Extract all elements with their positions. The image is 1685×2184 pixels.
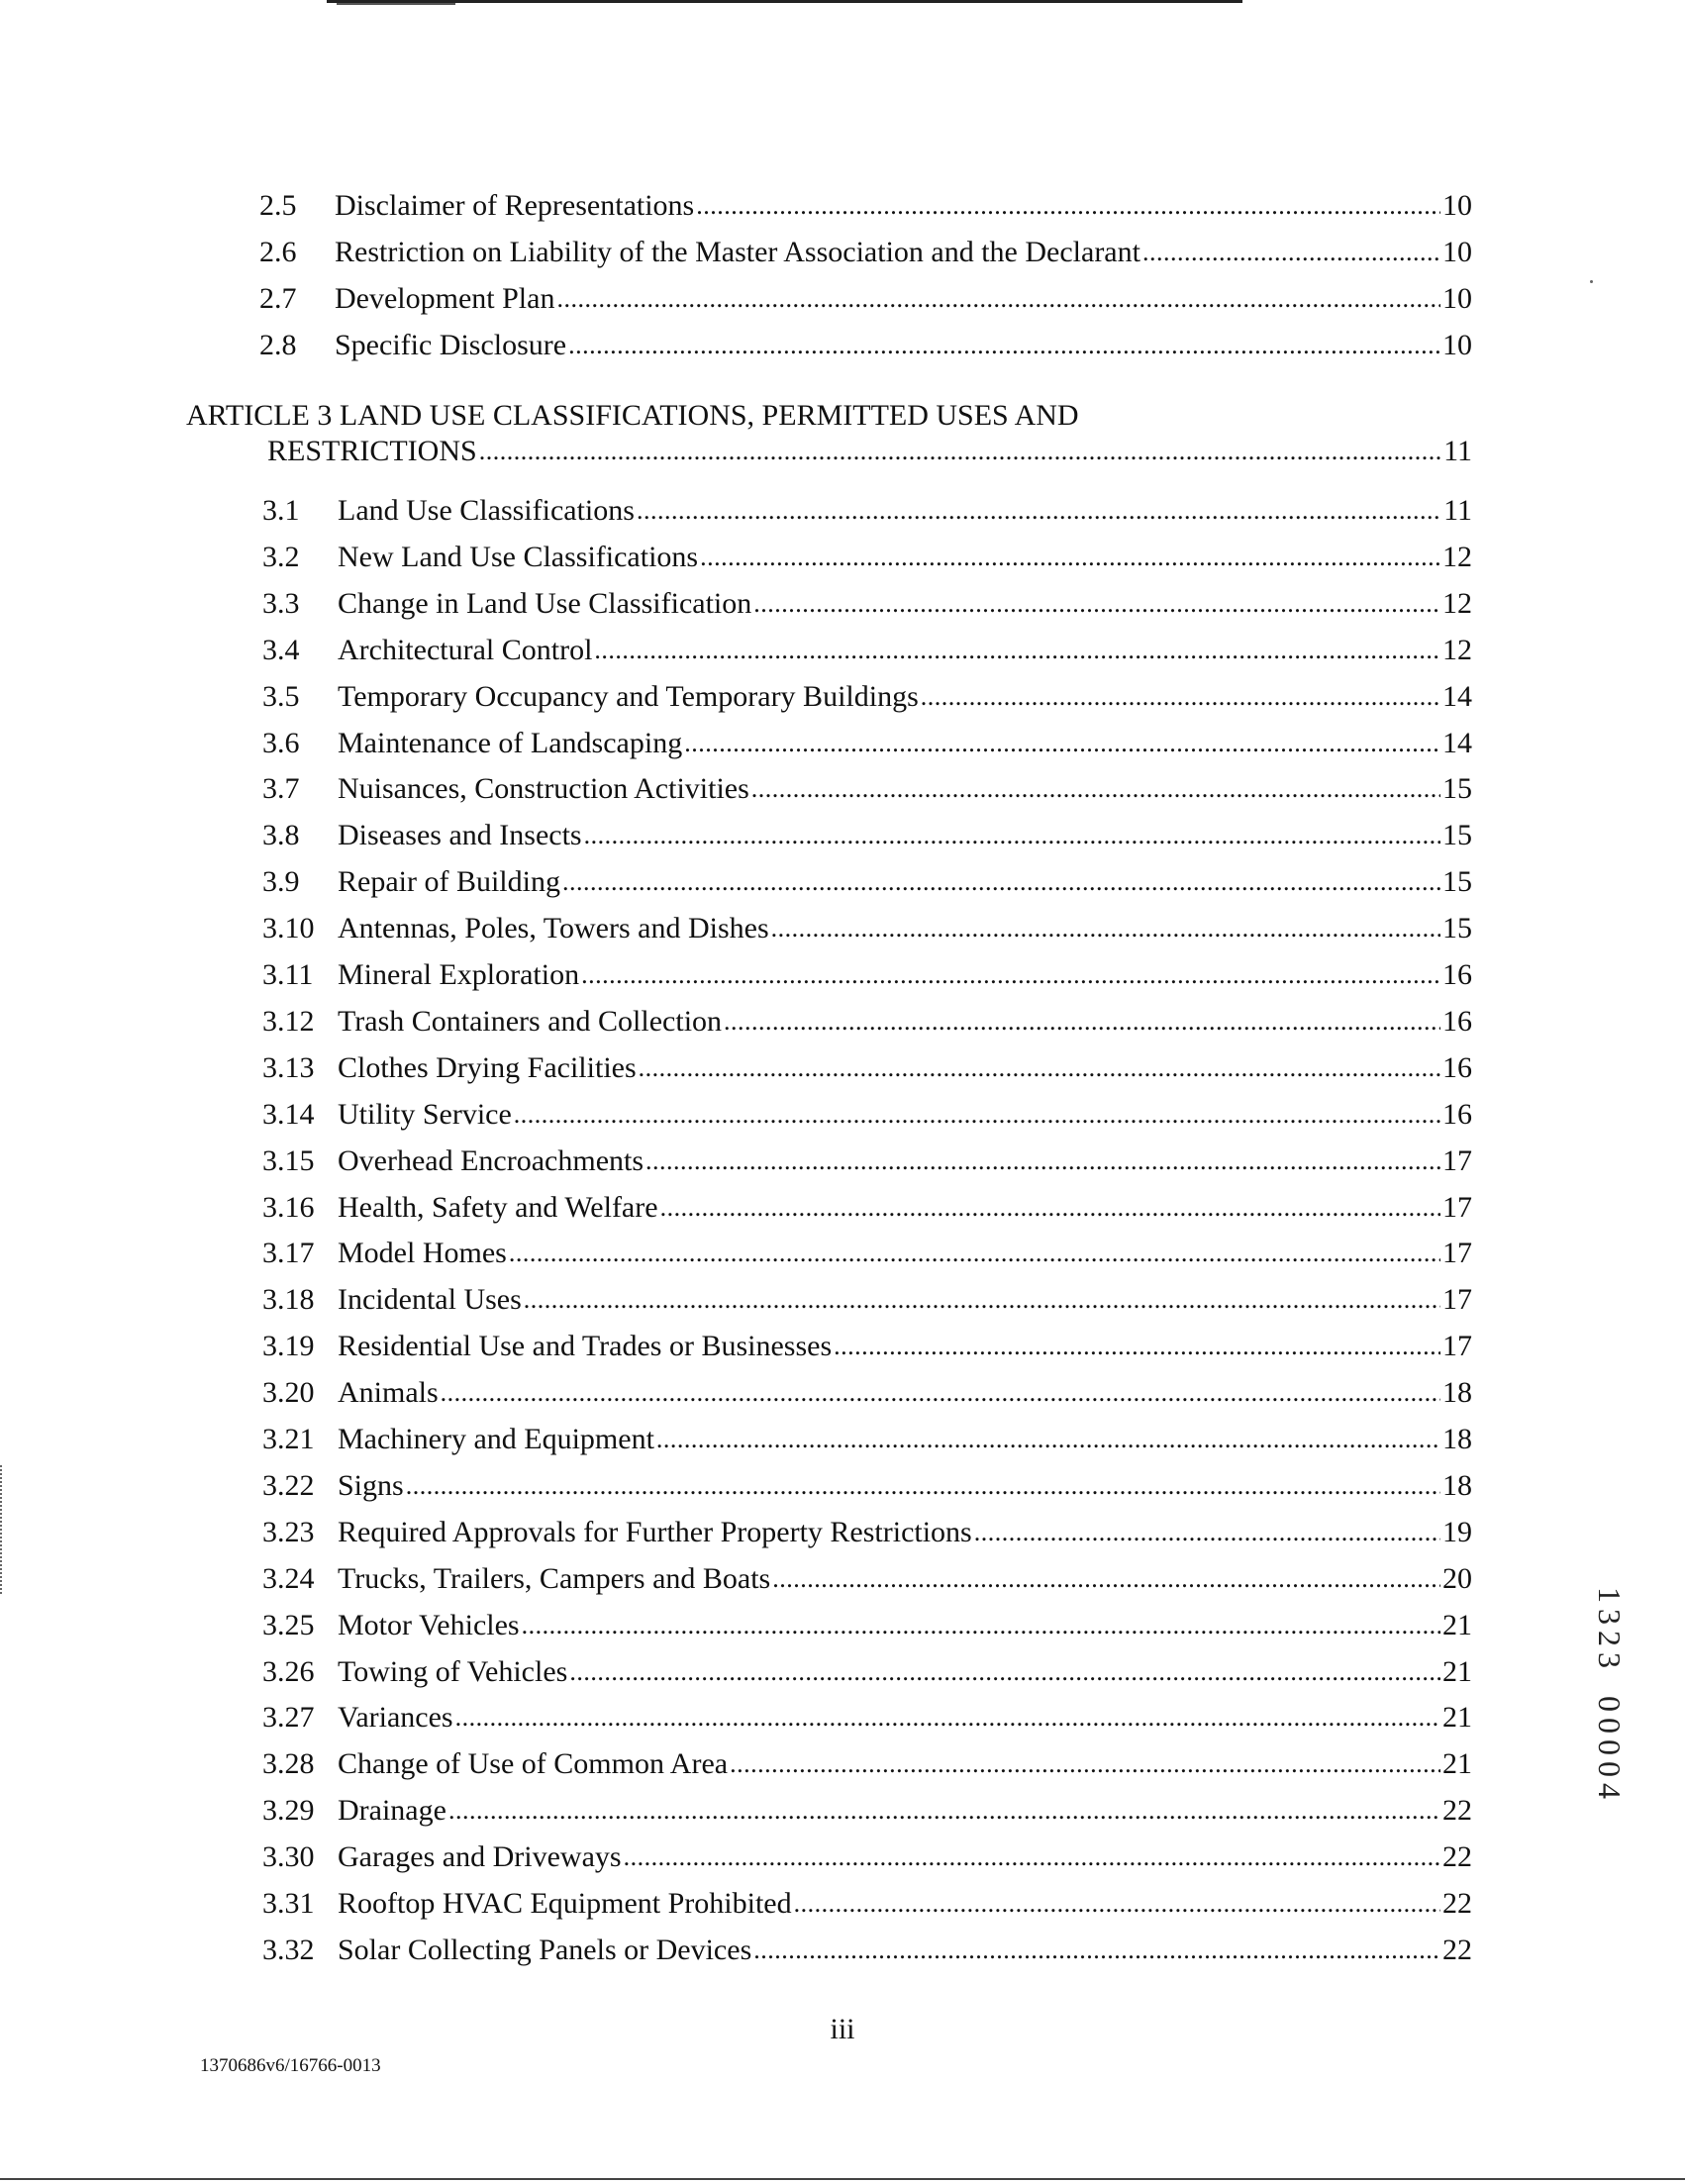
toc-entry [262,633,1472,669]
dot-leader [696,187,1440,224]
toc-entry-number: 3.9 [262,865,300,899]
toc-entry [262,1746,1472,1783]
toc-entry [262,1561,1472,1598]
scan-edge-top-mark [337,3,455,5]
toc-entry-title: Trash Containers and Collection [338,1004,723,1038]
toc-entry-title: Clothes Drying Facilities [338,1050,637,1084]
toc-entry-number: 3.32 [262,1933,315,1966]
toc-entry [262,818,1472,854]
toc-entry-title: Temporary Occupancy and Temporary Buildings [338,679,919,713]
toc-entry [262,540,1472,576]
scan-edge-left-marks [0,1465,5,1594]
toc-entry-title: Restriction on Liability of the Master Association and the Declarant [335,236,1140,268]
toc-entry [262,1143,1472,1180]
toc-entry [262,1793,1472,1830]
toc-entry-page: 10 [1442,189,1472,222]
toc-entry-page: 21 [1442,1701,1472,1735]
bates-stamp [1588,1584,1647,1802]
dot-leader [794,1885,1440,1922]
document-id: 1370686v6/16766-0013 [200,2055,381,2076]
toc-entry-page: 18 [1442,1376,1472,1410]
toc-entry [262,1236,1472,1272]
toc-entry-title: Motor Vehicles [338,1608,520,1641]
toc-entry-number: 3.14 [262,1097,315,1131]
toc-entry [262,679,1472,716]
bates-char: 0 [1592,1761,1628,1777]
toc-entry-page: 17 [1442,1143,1472,1177]
toc-entry [262,1700,1472,1737]
toc-entry-title: Trucks, Trailers, Campers and Boats [338,1561,771,1595]
toc-entry-page: 11 [1443,494,1472,527]
dot-leader [700,539,1440,575]
toc-entry-number: 3.12 [262,1004,315,1038]
toc-entry [262,1608,1472,1644]
dot-leader [730,1745,1440,1782]
toc-entry-title: Change of Use of Common Area [338,1747,729,1781]
toc-entry-page: 15 [1442,865,1472,899]
dot-leader [581,956,1440,993]
toc-entry-number: 3.23 [262,1515,315,1548]
page-number: iii [830,2013,855,2045]
toc-entry-page: 16 [1442,1097,1472,1131]
article-heading-line2-row [267,434,1472,470]
toc-entry-page: 15 [1442,912,1472,945]
toc-entry-page: 21 [1442,1654,1472,1688]
toc-entry-page: 22 [1442,1794,1472,1828]
article-page-number: 11 [1443,435,1472,467]
toc-entry [259,188,1472,225]
toc-entry [262,586,1472,623]
dot-leader [509,1235,1440,1271]
article-3-heading [186,398,1079,434]
toc-entry-title: Overhead Encroachments [338,1143,644,1177]
toc-entry [262,1839,1472,1876]
toc-entry-number: 3.5 [262,679,300,713]
toc-entry [259,328,1472,364]
toc-entry-title: Solar Collecting Panels or Devices [338,1933,752,1966]
dot-leader [656,1421,1440,1457]
toc-entry-number: 3.31 [262,1887,315,1920]
dot-leader [514,1096,1440,1133]
toc-entry [262,1468,1472,1505]
toc-entry-title: Repair of Building [338,865,560,899]
scan-edge-top [327,0,1242,3]
toc-entry [262,1097,1472,1134]
toc-entry-number: 3.22 [262,1468,315,1502]
dot-leader [751,770,1440,807]
toc-entry-title: Garages and Driveways [338,1840,622,1874]
toc-entry-page: 17 [1442,1283,1472,1317]
toc-entry-number: 3.19 [262,1330,315,1363]
toc-entry-title: Signs [338,1468,404,1502]
toc-entry-page: 16 [1442,1004,1472,1038]
toc-entry [262,911,1472,947]
toc-entry [262,1282,1472,1319]
toc-entry [262,864,1472,901]
toc-entry-title: Variances [338,1701,453,1735]
toc-entry-title: Machinery and Equipment [338,1423,654,1455]
toc-entry-page: 20 [1442,1561,1472,1595]
toc-entry-number: 3.18 [262,1283,315,1317]
toc-entry-page: 15 [1442,819,1472,852]
toc-entry-page: 22 [1442,1887,1472,1920]
toc-entry-page: 21 [1442,1747,1472,1781]
toc-entry-title: Antennas, Poles, Towers and Dishes [338,912,769,945]
dot-leader [569,1653,1440,1690]
bates-char: 3 [1592,1652,1628,1668]
toc-entry-page: 10 [1442,282,1472,315]
toc-entry-page: 22 [1442,1933,1472,1966]
toc-entry-number: 3.4 [262,633,300,666]
toc-entry [262,1422,1472,1458]
toc-entry-title: Residential Use and Trades or Businesses [338,1330,833,1363]
toc-entry-page: 19 [1442,1515,1472,1548]
toc-entry [262,1886,1472,1923]
toc-entry-page: 12 [1442,633,1472,666]
toc-entry-number: 3.21 [262,1423,315,1455]
dot-leader [556,280,1440,317]
toc-entry-title: Disclaimer of Representations [335,189,695,222]
toc-entry-title: Animals [338,1376,439,1410]
bates-char: 0 [1592,1696,1628,1712]
toc-entry [262,493,1472,530]
toc-entry-title: Drainage [338,1794,446,1828]
toc-entry-title: Health, Safety and Welfare [338,1190,658,1224]
dot-leader [406,1467,1440,1504]
toc-entry-number: 2.8 [259,329,297,361]
toc-entry-number: 3.27 [262,1701,315,1735]
scan-speck [1590,280,1593,283]
toc-entry-title: Rooftop HVAC Equipment Prohibited [338,1887,792,1920]
toc-entry-page: 17 [1442,1190,1472,1224]
dot-leader [753,585,1440,622]
toc-entry-page: 17 [1442,1330,1472,1363]
toc-entry-page: 16 [1442,1050,1472,1084]
dot-leader [660,1189,1440,1226]
bates-char: 2 [1592,1631,1628,1646]
dot-leader [772,1560,1440,1597]
toc-entry-number: 3.20 [262,1376,315,1410]
dot-leader [522,1607,1440,1643]
toc-entry-page: 12 [1442,540,1472,573]
toc-entry-title: Maintenance of Landscaping [338,726,683,759]
toc-entry-title: Land Use Classifications [338,494,635,527]
toc-entry [262,1515,1472,1551]
toc-entry [262,771,1472,808]
toc-entry-number: 3.10 [262,912,315,945]
toc-entry [262,726,1472,762]
toc-entry-number: 3.11 [262,958,314,991]
dot-leader [455,1699,1440,1736]
bates-char: 0 [1592,1718,1628,1734]
toc-entry-number: 2.6 [259,236,297,268]
toc-entry-title: Required Approvals for Further Property Restrictions [338,1515,972,1548]
toc-entry [262,1654,1472,1691]
toc-entry-page: 14 [1442,679,1472,713]
toc-entry-title: Incidental Uses [338,1283,522,1317]
toc-entry-number: 3.8 [262,819,300,852]
toc-entry-number: 2.7 [259,282,297,315]
toc-entry-number: 3.26 [262,1654,315,1688]
toc-entry-page: 17 [1442,1237,1472,1270]
toc-entry-number: 3.16 [262,1190,315,1224]
toc-entry-number: 3.13 [262,1050,315,1084]
dot-leader [594,632,1440,668]
toc-entry [262,1375,1472,1412]
toc-entry-number: 3.29 [262,1794,315,1828]
dot-leader [637,492,1441,529]
dot-leader [639,1049,1440,1086]
dot-leader [524,1281,1440,1318]
toc-entry-number: 3.6 [262,726,300,759]
article-heading-line1: ARTICLE 3 LAND USE CLASSIFICATIONS, PERMITTED USES AND [186,399,1079,432]
dot-leader [724,1003,1440,1040]
dot-leader [753,1932,1440,1968]
toc-entry-page: 18 [1442,1468,1472,1502]
dot-leader [834,1328,1440,1364]
toc-entry [259,281,1472,318]
toc-entry [262,1933,1472,1969]
toc-entry-page: 21 [1442,1608,1472,1641]
toc-entry [262,957,1472,994]
toc-entry-title: Mineral Exploration [338,958,580,991]
bates-char: 1 [1592,1587,1628,1603]
toc-entry-page: 14 [1442,726,1472,759]
bates-char: 4 [1592,1783,1628,1799]
toc-entry-page: 15 [1442,772,1472,806]
toc-entry-number: 3.3 [262,586,300,620]
toc-entry-title: New Land Use Classifications [338,540,699,573]
article-heading-line2: RESTRICTIONS [267,435,477,467]
dot-leader [562,863,1440,900]
toc-entry-number: 3.24 [262,1561,315,1595]
toc-entry [262,1190,1472,1227]
toc-entry-number: 3.30 [262,1840,315,1874]
toc-entry [262,1050,1472,1087]
toc-entry-title: Diseases and Insects [338,819,582,852]
toc-entry-page: 12 [1442,586,1472,620]
dot-leader [1142,234,1440,270]
toc-entry-number: 3.2 [262,540,300,573]
bates-char: 0 [1592,1739,1628,1755]
dot-leader [974,1514,1440,1550]
dot-leader [448,1792,1440,1829]
toc-entry-number: 3.1 [262,494,300,527]
toc-entry [259,235,1472,271]
toc-entry-title: Nuisances, Construction Activities [338,772,749,806]
toc-entry [262,1329,1472,1365]
dot-leader [568,327,1440,363]
dot-leader [441,1374,1440,1411]
toc-entry [262,1004,1472,1041]
dot-leader [479,433,1441,469]
toc-entry-number: 3.17 [262,1237,315,1270]
toc-entry-page: 18 [1442,1423,1472,1455]
toc-entry-number: 3.25 [262,1608,315,1641]
dot-leader [771,910,1440,946]
toc-entry-page: 10 [1442,329,1472,361]
toc-entry-page: 10 [1442,236,1472,268]
dot-leader [645,1142,1440,1179]
toc-entry-number: 3.28 [262,1747,315,1781]
toc-entry-number: 3.15 [262,1143,315,1177]
toc-entry-title: Towing of Vehicles [338,1654,568,1688]
toc-entry-title: Change in Land Use Classification [338,586,752,620]
toc-entry-title: Model Homes [338,1237,507,1270]
toc-entry-title: Development Plan [335,282,555,315]
dot-leader [684,725,1440,761]
dot-leader [584,817,1440,853]
toc-entry-page: 16 [1442,958,1472,991]
bates-char: 3 [1592,1609,1628,1625]
toc-entry-title: Utility Service [338,1097,512,1131]
toc-entry-number: 2.5 [259,189,297,222]
dot-leader [921,678,1440,715]
toc-entry-number: 3.7 [262,772,300,806]
scan-edge-bottom [0,2178,1685,2180]
toc-entry-page: 22 [1442,1840,1472,1874]
toc-entry-title: Specific Disclosure [335,329,567,361]
toc-entry-title: Architectural Control [338,633,593,666]
dot-leader [624,1838,1440,1875]
